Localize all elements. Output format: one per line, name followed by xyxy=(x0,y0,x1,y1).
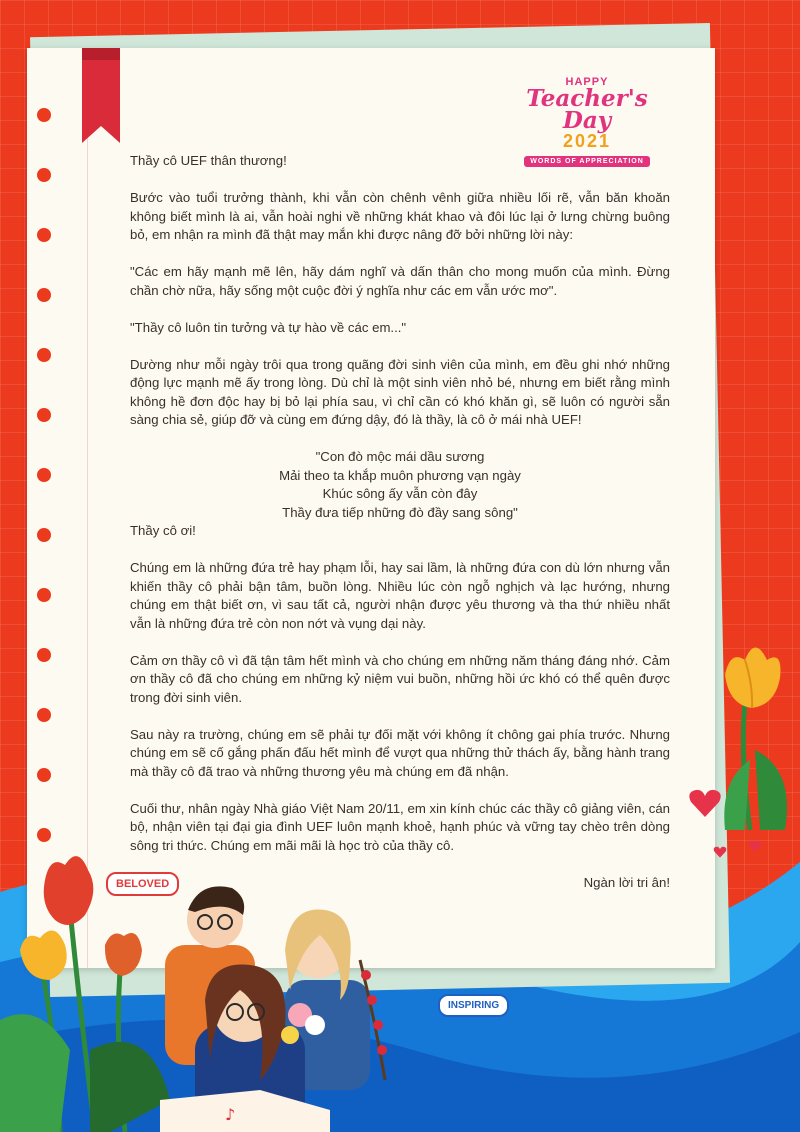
letter-paragraph: Dường như mỗi ngày trôi qua trong quãng đời sinh viên của mình, em đều ghi nhớ những động lực mạnh mẽ ấy trong lòng. Dù chỉ là một sinh viên nhỏ bé, nhưng em biết rằng mình không hề đơn độc hay bị bỏ lại phía sau, vì chỉ cần có khó khăn gì, sẽ luôn có người sẵn sàng chia sẻ, giúp đỡ và cùng em đứng dậy, đó là thầy, là cô ở mái nhà UEF! xyxy=(130,356,670,427)
verse-line: Mải theo ta khắp muôn phương vạn ngày xyxy=(279,467,521,483)
letter-quote: "Thầy cô luôn tin tưởng và tự hào về các em..." xyxy=(130,319,407,335)
letter-paragraph: Cảm ơn thầy cô vì đã tận tâm hết mình và cho chúng em những năm tháng đáng nhớ. Cảm ơn thầy cô đã cho chúng em những kỷ niệm vui buồn, những hồi ức khó có thể quên được trong đời sinh viên. xyxy=(130,652,670,705)
letter-paragraph: Bước vào tuổi trưởng thành, khi vẫn còn chênh vênh giữa nhiều lối rẽ, vẫn băn khoăn không biết mình là ai, vẫn hoài nghi về những khát khao và đôi lúc lại ở lưng chừng buông bỏ, em nhận ra mình đã thật may mắn khi được nâng đỡ bởi những lời này: xyxy=(130,190,670,242)
logo-year: 2021 xyxy=(562,131,612,151)
heart-icon xyxy=(688,788,722,818)
logo-happy: HAPPY xyxy=(565,76,609,88)
binder-hole xyxy=(37,708,51,722)
binder-hole xyxy=(37,408,51,422)
binder-hole xyxy=(37,228,51,242)
verse-line: Thầy đưa tiếp những đò đầy sang sông" xyxy=(282,504,518,520)
ribbon-bookmark xyxy=(82,48,120,143)
binder-hole xyxy=(37,768,51,782)
binder-hole xyxy=(37,108,51,122)
letter-address: Thầy cô ơi! xyxy=(130,523,196,538)
letter-greeting: Thầy cô UEF thân thương! xyxy=(130,153,287,168)
heart-icon xyxy=(713,846,727,858)
binder-hole xyxy=(37,168,51,182)
inspiring-badge: INSPIRING xyxy=(438,994,509,1017)
letter-closing: Ngàn lời tri ân! xyxy=(583,874,670,890)
letter-quote: "Các em hãy mạnh mẽ lên, hãy dám nghĩ và dấn thân cho mong muốn của mình. Đừng chần chờ nữa, hãy sống một cuộc đời ý nghĩa như các em vẫn ước mơ". xyxy=(130,264,670,298)
heart-icon xyxy=(748,840,762,852)
poem-verse xyxy=(130,448,670,522)
letter-paragraph: Cuối thư, nhân ngày Nhà giáo Việt Nam 20/11, em xin kính chúc các thầy cô giảng viên, cán bộ, nhận viên tại đại gia đình UEF luôn mạnh khoẻ, hạnh phúc và vững tay chèo trên dòng sông tri thức. Chúng em mãi mãi là học trò của thầy cô. xyxy=(130,800,670,853)
verse-line: "Con đò mộc mái dầu sương xyxy=(315,449,485,464)
margin-line xyxy=(87,48,88,968)
binder-hole xyxy=(37,468,51,482)
tulip-illustration xyxy=(715,630,800,830)
logo-title: Teacher's Day xyxy=(526,85,648,134)
verse-line: Khúc sông ấy vẫn còn đây xyxy=(322,486,478,501)
teachers-day-logo xyxy=(507,76,667,165)
binder-hole xyxy=(37,528,51,542)
binder-hole xyxy=(37,288,51,302)
teachers-students-illustration xyxy=(0,850,460,1132)
svg-text:♪: ♪ xyxy=(225,1105,236,1124)
binder-hole xyxy=(37,828,51,842)
beloved-badge: BELOVED xyxy=(106,872,179,896)
letter-paragraph: Sau này ra trường, chúng em sẽ phải tự đối mặt với không ít chông gai phía trước. Nhưng chúng em sẽ cố gắng phấn đấu hết mình để vượt qua những thử thách ấy, bằng hành trang mà thầy cô đã trao và những thương yêu mà chúng em đã nhận. xyxy=(130,726,670,779)
binder-hole xyxy=(37,588,51,602)
logo-tag: WORDS OF APPRECIATION xyxy=(524,156,650,167)
letter-paragraph: Chúng em là những đứa trẻ hay phạm lỗi, hay sai lầm, là những đứa con dù lớn nhưng vẫn khiến thầy cô phải bận tâm, buồn lòng. Nhiều lúc còn ngỗ nghịch và lạc hướng, nhưng chúng em thật biết ơn, vì sau tất cả, người nhận được yêu thương và tha thứ nhiều nhất vẫn là những đứa trẻ còn non nớt và vụng dại này. xyxy=(130,560,670,631)
binder-hole xyxy=(37,648,51,662)
binder-hole xyxy=(37,348,51,362)
letter-body xyxy=(130,152,670,911)
